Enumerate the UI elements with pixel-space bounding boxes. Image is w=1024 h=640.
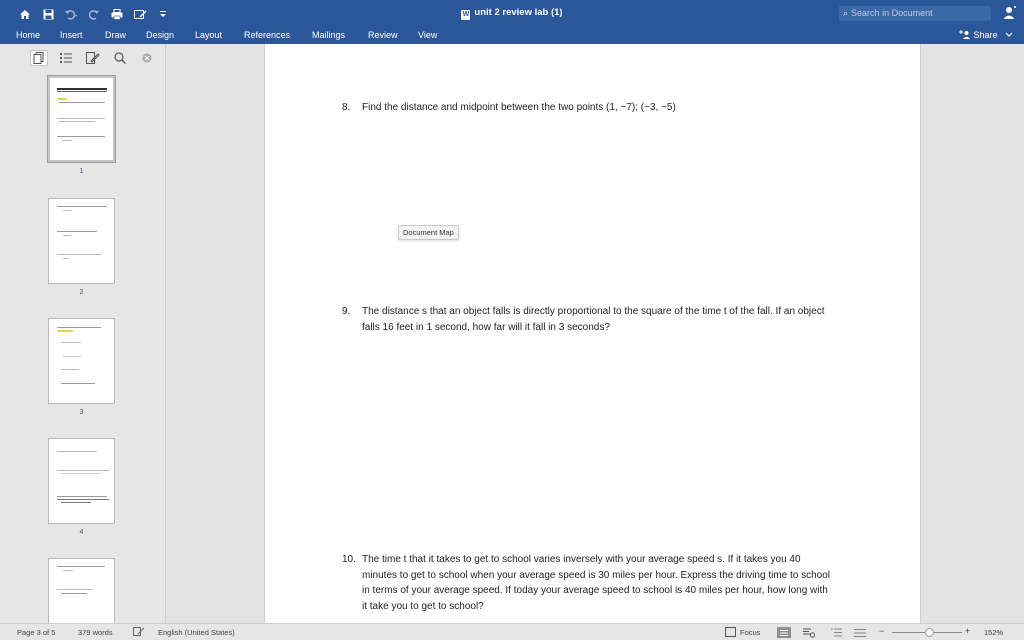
zoom-level[interactable]: 152%: [984, 628, 1004, 637]
question-text: Find the distance and midpoint between the two points (1, −7); (−3, −5): [362, 102, 676, 113]
question-text: The time t that it takes to get to school varies inversely with your average speed s. If it takes you 40 minutes to get to school when your average speed is 30 miles per hour. Express the driving time to school in terms of your average speed. If today your average speed to school is 40 miles per hour, how long with it take you to get to school?: [362, 554, 831, 612]
document-page[interactable]: [264, 44, 921, 623]
tab-mailings[interactable]: Mailings: [312, 30, 346, 40]
chevron-down-icon: [1005, 32, 1013, 38]
zoom-slider-handle[interactable]: [925, 628, 934, 637]
tab-draw[interactable]: Draw: [105, 30, 127, 40]
question-8: [342, 100, 842, 116]
page-number: 1: [79, 168, 84, 175]
zoom-out-button[interactable]: −: [879, 626, 885, 636]
question-10: [342, 552, 832, 614]
tab-references[interactable]: References: [244, 30, 291, 40]
question-number: 10.: [342, 554, 356, 565]
web-layout-view-icon[interactable]: [802, 627, 816, 638]
page-number: 4: [79, 529, 84, 536]
search-icon: ⌕: [843, 8, 849, 18]
page-thumbnail[interactable]: [48, 76, 115, 162]
proofing-icon[interactable]: [133, 626, 145, 639]
review-pane-icon[interactable]: [84, 50, 102, 66]
zoom-in-button[interactable]: +: [965, 626, 971, 636]
search-icon[interactable]: [111, 50, 129, 66]
tab-home[interactable]: Home: [16, 30, 41, 40]
word-doc-icon: W: [462, 11, 470, 18]
focus-icon[interactable]: [725, 627, 736, 639]
status-bar: [0, 623, 1024, 640]
draft-view-icon[interactable]: [853, 627, 867, 638]
nav-toolbar: [30, 50, 165, 66]
page-thumbnail[interactable]: [48, 198, 115, 284]
tab-layout[interactable]: Layout: [195, 30, 223, 40]
tab-design[interactable]: Design: [146, 30, 175, 40]
page-thumbnail[interactable]: [48, 318, 115, 404]
share-button[interactable]: [959, 30, 1013, 40]
question-text: The distance s that an object falls is directly proportional to the square of the time t of the fall. If an object falls 16 feet in 1 second, how far will it fall in 3 seconds?: [362, 306, 825, 333]
navigation-pane: [0, 44, 166, 623]
language[interactable]: English (United States): [158, 628, 235, 637]
close-icon[interactable]: [138, 50, 156, 66]
title-bar: [0, 0, 1024, 27]
focus-button[interactable]: Focus: [740, 628, 761, 637]
share-label: Share: [973, 30, 998, 40]
ribbon-tabs: [0, 27, 1024, 44]
account-icon[interactable]: [1003, 6, 1017, 20]
outline-view-icon[interactable]: [830, 627, 844, 638]
document-title-text: unit 2 review lab (1): [474, 7, 563, 18]
print-layout-view-icon[interactable]: [777, 627, 791, 638]
tab-review[interactable]: Review: [368, 30, 398, 40]
thumbnails-view-icon[interactable]: [30, 50, 48, 66]
word-count[interactable]: 379 words: [78, 628, 113, 637]
add-person-icon: [959, 30, 971, 39]
search-placeholder: Search in Document: [851, 8, 933, 18]
tab-view[interactable]: View: [418, 30, 438, 40]
document-map-tooltip: Document Map: [398, 225, 459, 240]
question-9: [342, 304, 838, 335]
tab-insert[interactable]: Insert: [60, 30, 83, 40]
outline-view-icon[interactable]: [57, 50, 75, 66]
page-number: 3: [79, 409, 84, 416]
page-thumbnail[interactable]: [48, 558, 115, 628]
search-field[interactable]: [839, 6, 991, 21]
page-count[interactable]: Page 3 of 5: [17, 628, 56, 637]
question-number: 9.: [342, 306, 351, 317]
question-number: 8.: [342, 102, 351, 113]
page-number: 2: [79, 289, 84, 296]
document-canvas: [167, 44, 1024, 623]
page-thumbnail[interactable]: [48, 438, 115, 524]
